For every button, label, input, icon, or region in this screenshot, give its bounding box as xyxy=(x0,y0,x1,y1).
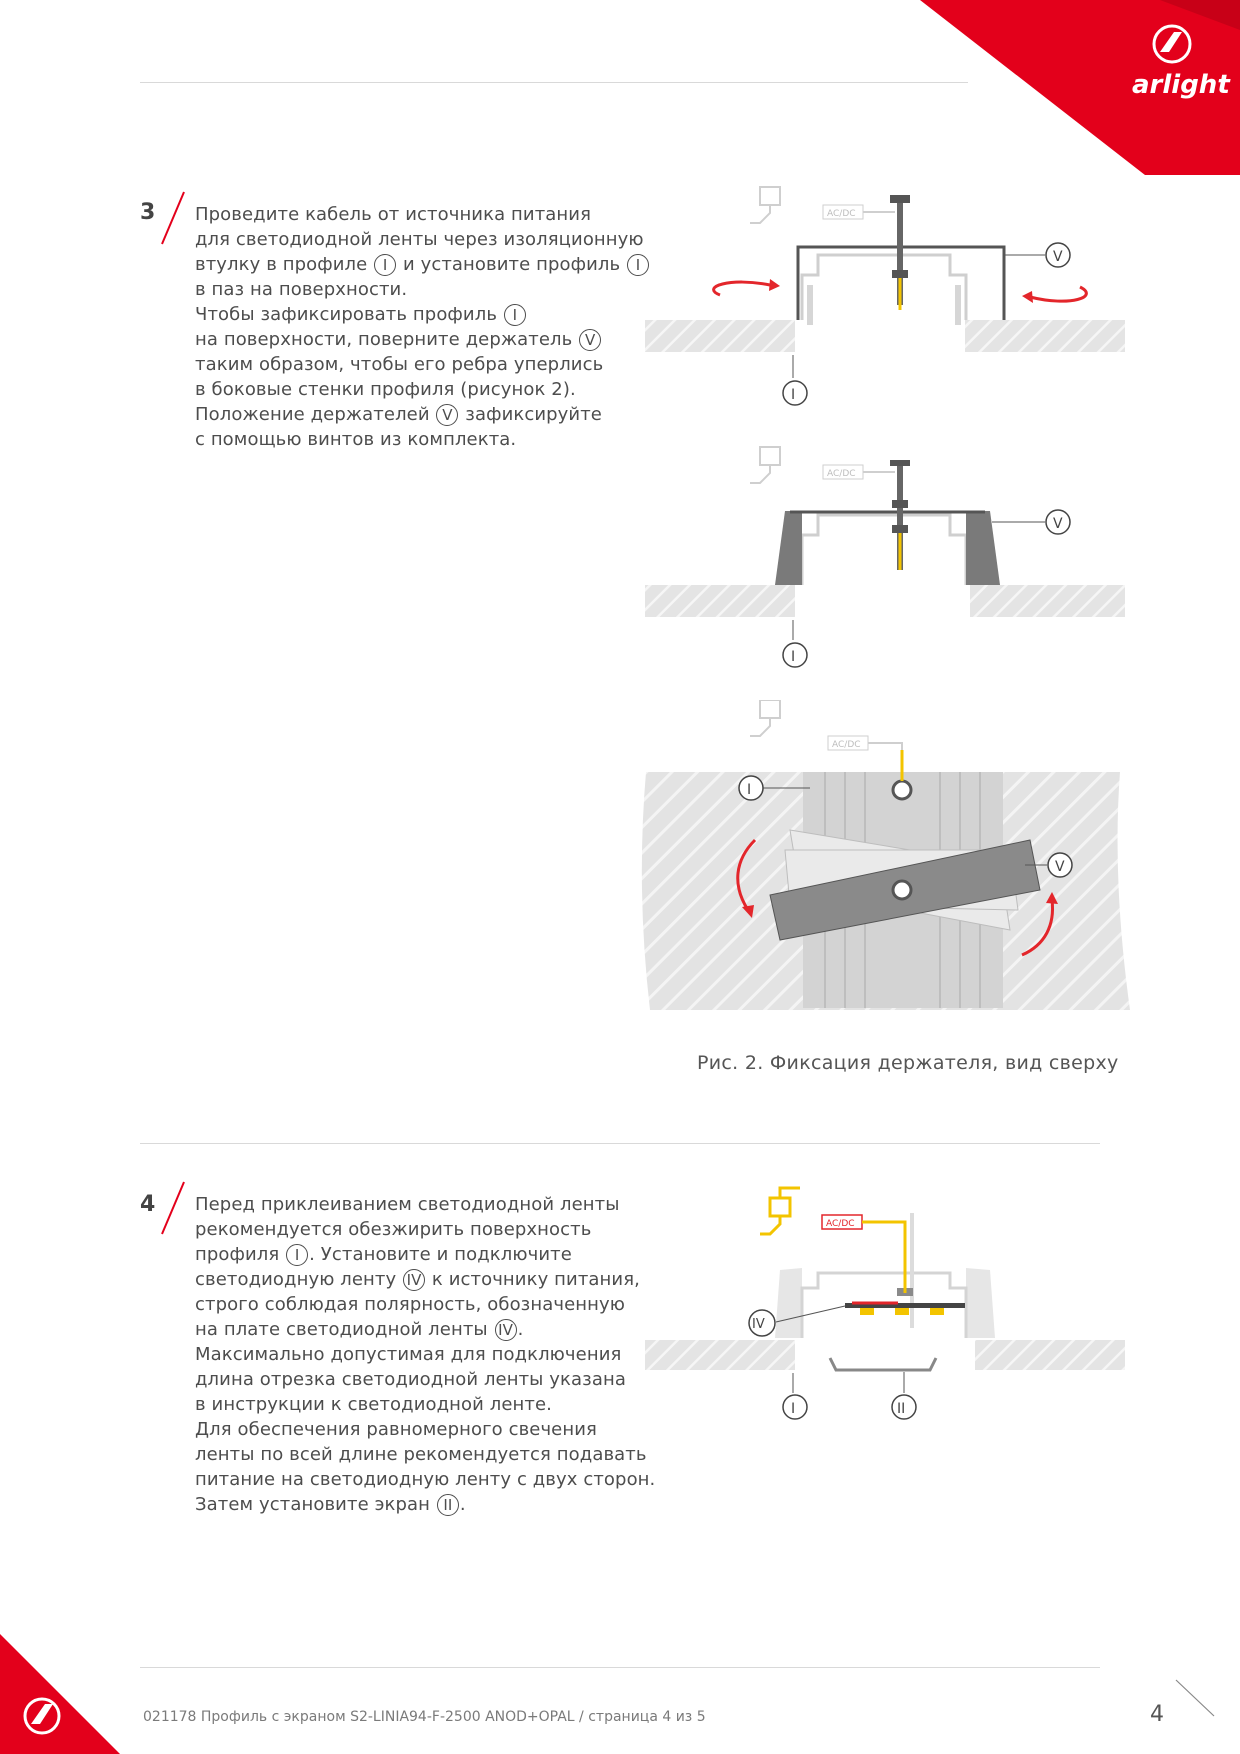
text-segment: к источнику питания, xyxy=(426,1269,640,1290)
text-segment: . Установите и подключите xyxy=(309,1244,572,1265)
top-rule xyxy=(140,82,968,83)
text-line xyxy=(195,402,650,427)
text-line xyxy=(195,427,650,452)
text-line xyxy=(195,1367,655,1392)
text-segment: в инструкции к светодиодной ленте. xyxy=(195,1394,553,1415)
fig2-label-holder: V xyxy=(1053,516,1063,532)
text-segment: Перед приклеиванием светодиодной ленты xyxy=(195,1194,620,1215)
text-segment: в боковые стенки профиля (рисунок 2). xyxy=(195,379,576,400)
fig4-label-profile: I xyxy=(791,1401,796,1417)
figure-connect-strip xyxy=(640,1178,1130,1433)
text-segment: . xyxy=(517,1319,524,1340)
text-segment: Чтобы зафиксировать профиль xyxy=(195,304,503,325)
text-segment: Затем установите экран xyxy=(195,1494,436,1515)
text-line xyxy=(195,1267,655,1292)
text-line xyxy=(195,202,650,227)
text-line xyxy=(195,227,650,252)
text-line xyxy=(195,252,650,277)
text-line xyxy=(195,302,650,327)
brand-logo-text: arlight xyxy=(1132,70,1230,100)
figure-install-profile xyxy=(640,175,1130,415)
middle-rule xyxy=(140,1143,1100,1144)
text-segment: . xyxy=(459,1494,466,1515)
text-segment: на плате светодиодной ленты xyxy=(195,1319,494,1340)
fig4-label-strip: IV xyxy=(752,1317,765,1332)
text-segment: с помощью винтов из комплекта. xyxy=(195,429,517,450)
part-reference-badge: I xyxy=(374,254,396,276)
text-segment: таким образом, чтобы его ребра уперлись xyxy=(195,354,604,375)
text-line xyxy=(195,377,650,402)
text-segment: Максимально допустимая для подключения xyxy=(195,1344,622,1365)
text-segment: Положение держателей xyxy=(195,404,436,425)
step-4-instructions xyxy=(195,1192,655,1517)
fig4-power-label: AC/DC xyxy=(826,1219,855,1229)
part-reference-badge: I xyxy=(286,1244,308,1266)
step-3-slash-icon xyxy=(158,190,188,246)
text-line xyxy=(195,1342,655,1367)
part-reference-badge: V xyxy=(436,404,458,426)
text-line xyxy=(195,352,650,377)
fig2-power-label: AC/DC xyxy=(827,469,856,479)
text-line xyxy=(195,1417,655,1442)
text-line xyxy=(195,1492,655,1517)
step-4-slash-icon xyxy=(158,1180,188,1236)
text-line xyxy=(195,1242,655,1267)
text-line xyxy=(195,1317,655,1342)
text-line xyxy=(195,1392,655,1417)
part-reference-badge: IV xyxy=(495,1319,517,1341)
part-reference-badge: I xyxy=(627,254,649,276)
text-segment: профиля xyxy=(195,1244,286,1265)
part-reference-badge: I xyxy=(504,304,526,326)
text-segment: в паз на поверхности. xyxy=(195,279,408,300)
text-segment: и установите профиль xyxy=(397,254,627,275)
fig1-power-label: AC/DC xyxy=(827,209,856,219)
page-corner-line-icon xyxy=(1174,1678,1216,1720)
fig3-power-label: AC/DC xyxy=(832,740,861,750)
page-number: 4 xyxy=(1150,1702,1164,1727)
step-3-number: 3 xyxy=(140,200,156,225)
text-segment: зафиксируйте xyxy=(459,404,602,425)
text-segment: длина отрезка светодиодной ленты указана xyxy=(195,1369,626,1390)
text-line xyxy=(195,1292,655,1317)
text-segment: втулку в профиле xyxy=(195,254,374,275)
text-line xyxy=(195,1442,655,1467)
text-line xyxy=(195,1192,655,1217)
text-segment: на поверхности, поверните держатель xyxy=(195,329,579,350)
text-line xyxy=(195,327,650,352)
part-reference-badge: V xyxy=(579,329,601,351)
figure-holder-top-view xyxy=(640,700,1140,1020)
text-line xyxy=(195,277,650,302)
step-4-number: 4 xyxy=(140,1192,156,1217)
fig1-label-profile: I xyxy=(791,387,796,403)
text-line xyxy=(195,1467,655,1492)
bottom-rule xyxy=(140,1667,1100,1668)
text-segment: рекомендуется обезжирить поверхность xyxy=(195,1219,592,1240)
text-segment: питание на светодиодную ленту с двух сторон. xyxy=(195,1469,656,1490)
text-segment: строго соблюдая полярность, обозначенную xyxy=(195,1294,626,1315)
text-segment: для светодиодной ленты через изоляционную xyxy=(195,229,644,250)
brand-corner-top xyxy=(920,0,1240,175)
text-segment: Проведите кабель от источника питания xyxy=(195,204,592,225)
fig3-label-profile: I xyxy=(747,782,752,798)
text-line xyxy=(195,1217,655,1242)
fig3-label-holder: V xyxy=(1055,859,1065,875)
fig2-label-profile: I xyxy=(791,649,796,665)
text-segment: светодиодную ленту xyxy=(195,1269,403,1290)
fig1-label-holder: V xyxy=(1053,249,1063,265)
brand-corner-bottom xyxy=(0,1614,120,1754)
step-3-instructions xyxy=(195,202,650,452)
text-segment: ленты по всей длине рекомендуется подавать xyxy=(195,1444,647,1465)
figure-holder-rotated xyxy=(640,435,1130,680)
footer-document-line: 021178 Профиль с экраном S2-LINIA94-F-2500 ANOD+OPAL / страница 4 из 5 xyxy=(143,1709,706,1725)
part-reference-badge: II xyxy=(437,1494,459,1516)
part-reference-badge: IV xyxy=(403,1269,425,1291)
figure-caption: Рис. 2. Фиксация держателя, вид сверху xyxy=(697,1052,1119,1074)
fig4-label-screen: II xyxy=(897,1401,906,1417)
text-segment: Для обеспечения равномерного свечения xyxy=(195,1419,597,1440)
